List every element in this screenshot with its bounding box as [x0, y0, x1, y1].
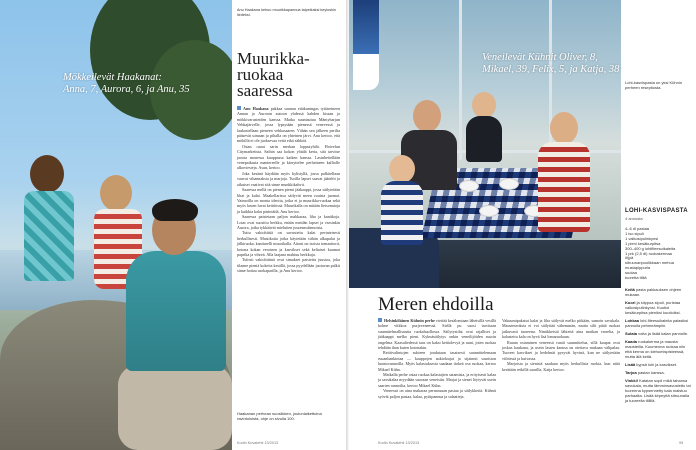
article-body-left — [237, 106, 340, 274]
article-body-right-col2 — [502, 318, 620, 372]
paragraph: Marjoista ja sienistä saadaan myös herkullisia ruokia, kun niitä kerätään retkillä saarilla, Katja kertoo. — [502, 361, 620, 372]
photo-title-left — [63, 72, 228, 96]
plate — [499, 178, 519, 190]
recipe-servings: 4 annosta — [625, 216, 643, 221]
paragraph: Ostan ruuat sarin merkan lopputyhilä. Hoivelun Citymarketista. Saihin saa kokon yhtälä kerta, sitä tarvitse jaoota monessa kauppassa kaiken kanssa. Lasinheitellään venepaikasta mantereelle ja kärryttelee perheineen kalliolle alkoviesteja. Asun, kertoo. — [237, 143, 340, 171]
ingredient: mustapippuria — [625, 265, 651, 271]
left-page — [0, 0, 347, 450]
mother-katja — [534, 112, 594, 232]
recipe-step: Lisää kypsä lohi ja kasvikset. — [625, 361, 678, 367]
mother-anu — [118, 205, 232, 450]
lead-name: Helsinkiläinen Kühnin perhe — [384, 318, 435, 323]
footer-left: Kodin Kuvalehti 13/2013 — [237, 441, 279, 445]
photo-title-line: Mökkeilevät Haakanat: — [63, 72, 162, 83]
family-photo-island — [0, 0, 232, 450]
heading-line: saaressa — [237, 81, 293, 100]
recipe-box — [625, 208, 691, 406]
photo-title-right — [482, 52, 621, 76]
ingredient: suolaa — [625, 270, 637, 276]
recipe-step: Lohkaa lohi-fileesuikaleita palasiksi pannulla pehmeämpiin. — [625, 317, 689, 328]
paragraph: Reittivalintojen suhteen joudutaan tasaisesti suunnittelemaan ruuanhankintaa — kauppojen aukioloajat ja sijainnit saariston luontorannoilla. Myös kalastuksesta saadaan tärkeä osa ruokaa, kertoo Mikael Kühn. — [378, 350, 496, 372]
photo-title-line: Veneilevät Kühnit Oliver, 8, — [482, 52, 598, 63]
ingredient: 300–400 g lohifileesuikaleita — [625, 245, 676, 251]
ingredient: 4–6 dl pastaa — [625, 226, 650, 231]
photo-title-line: Mikael, 39, Felix, 5, ja Katja, 38 — [482, 64, 620, 75]
right-page — [349, 0, 696, 450]
lead-square-icon — [378, 318, 382, 322]
ingredient: 1 valkosipulinkynsi — [625, 235, 659, 241]
page-number: 99 — [679, 441, 684, 445]
ingredient: 1 prk (2,5 dl) ruokakermaa — [625, 250, 672, 256]
recipe-step: Keitä pasta pakkauksen ohjeen mukaan. — [625, 286, 682, 297]
boy-felix — [379, 155, 425, 245]
article-body-right-col1 — [378, 318, 496, 399]
paragraph: Tulosti vakiohittinä ovat simakset paistettu juustoa, joka tilanne pieniä kokeita kesällä, jossa pyydellään juotavan palkit sinne hoitaa ruokaparilla, ja Anu kertoo. — [237, 257, 340, 274]
ingredient: öljyä — [625, 255, 634, 261]
paragraph: Tuttu vakiohittiä on savustettu kalat perinteisesti herkullisesti. Mustikoita jotka käytetään vähän alkupalat ja jälkiruoka, kanttarelli muurikalla. Aitoni on isoista tomaattorit, kotona kokan veroinen ja kasvikset sekä keltaiset kuumat paprika ja vihreä. Alla laajana mahtuu herkkuja. — [237, 230, 340, 257]
recipe-title: LOHI-KASVISPASTA — [625, 208, 688, 214]
heading-line: ruokaa — [237, 65, 284, 84]
ingredient: 1 iso sipuli — [625, 230, 644, 236]
recipe-reference-caption: Haakanan perhean suosikkien, joulunlaikettuina ravintoloista, ohje on sivulla 100. — [237, 411, 322, 421]
boy-oliver — [464, 92, 504, 162]
photo-caption-right: Lohi-kasvispasta on yksi Kühnin perheen reseptiosta. — [625, 80, 682, 90]
girl-anna — [20, 155, 80, 305]
ingredient: 1 pieni kesäkurpitsa — [625, 240, 661, 246]
paragraph: Matkalla perhe ostaa ruokaa kalastajien satamista, ja erityisesti kalaa ja savukalaa myydään suoraan veneisiin. Marjat ja sienet löytyvät usein saarten rannoilta, kertoo Mikael Kühn. — [378, 372, 496, 388]
paragraph: Saaressa paistetaan paljon makkaraa, liha ja kanttkoja. Lotat ovat suosittu herkku, enään meidän lapset ja varsinkin Aurora, jotka tykkäävät mieluiten juuresmuhenoista. — [237, 214, 340, 230]
recipe-step: Kuori ja silppua sipuli, puristaa valkosipulinkynsi. Kuutioi kesäkurpitsa pieniksi kuutioiksi. — [625, 299, 681, 315]
boat-mast — [459, 0, 462, 160]
lead-square-icon — [237, 106, 241, 110]
paragraph: Joka kesänä käydään myös kylistyllä, jossa palkitellaan vauvat vihannaksia ja marjoja. Turilla lapset saavat jäätelöt ja aikuiset vaativat sitä sinne munkkikahvit. — [237, 170, 340, 187]
family-photo-boat — [349, 0, 621, 288]
recipe-tip: Vinkki! Katatan sopii mikä tahansa savukala, mutta lämminsavustettu tai tuoreena kypsennetty kala maistuu parhaalta. Lisää kirpeyttä sitruunalla ja tuoreella tillillä. — [625, 377, 691, 403]
paragraph: Veneessä on aina makaraa pernaruuan pastaa ja säilykkeitä. Kühnit syövät paljon pastaa, kalaa, pyttipannua ja salaatteja. — [378, 388, 496, 399]
plate — [479, 205, 499, 217]
left-text-column — [237, 8, 340, 274]
paragraph: Ruuan ostaminen veneessä vaatii suunnittelua, sillä kaupat ovat joskus kaukana, ja usein lasten kanssa on otettava mukaan välipalaa. Tuoreet kasvikset ja hedelmät pysyvät hyvinä, kun ne säilytetään viileässä ja kuivassa. — [502, 339, 620, 361]
plate — [459, 180, 479, 192]
recipe-step: Sulata voita ja lisää kalan pannulle. — [625, 330, 689, 336]
footer-right: Kodin Kuvalehti 13/2013 — [378, 441, 420, 445]
recipe-steps — [625, 287, 691, 403]
recipe-step: Kaada ruokakerma ja mausta mausteilla. Kuumenna ruokaa niin että kerma on kiehumispisteessä, mutta älä keitä. — [625, 338, 686, 359]
article-heading-left — [237, 51, 340, 99]
ingredient: sitruunanpuolikkaan mehua — [625, 260, 674, 266]
paragraph: Vakuumipakatut kalat ja liha säilyvät melko pitkään, samoin savukala. Mausteseoksia ei voi säilyttää vähemmän, mutta silti pitää ruokaa jatkuvasti tuoreena. Nimikkeistä lähteitä aina matkan varrelta, ja kalastettu kala on hyvä lisä lomaruokaan. — [502, 318, 620, 340]
paragraph: Anu Haakana pakkaa saunan etiäkuningas tyttäreineen Annan ja Auroran autoon yhdessä kahden kissan ja mökkivarusteiden kanssa. Matka suuntautuu Mäntyharjun Vehkajärvelle, jossa lypsytään pienessä venevessä ja laukastellaan pieneen vehkasaaren. Vähän sen jälkeen perilta pääsevät uimaan ja pihalla on yhteinen järvi. Anu kertoo, että mökillä ei ole juoksevaa vettä eikä sähköä. — [237, 106, 341, 144]
recipe-step: Tarjoa pastan kanssa. — [625, 369, 665, 375]
photo-caption: Anu Haakana kehuu muurikkapannua taipeikaksi keyluskin liedeksi. — [237, 8, 336, 17]
paragraph: Saaressa mellä on pienen piemi jääkaappi, jossa säilytetään lihat ja kalat. Maakellarissa säilyvät meen ruuista juomat. Vaimoilla on monia ideoita, jotka ei ja muurikka-ruokaa sekä myös lasten luvat keittiössä. Muurikalla on mitään lietsonutoja ja kaikkia kalat pärintäilä, Anu kertoo. — [237, 187, 340, 214]
photo-title-line: Anna, 7, Aurora, 6, ja Anu, 35 — [63, 84, 190, 95]
heading-line: Muurikka- — [237, 49, 310, 68]
article-heading-right: Meren ehdoilla — [378, 294, 494, 315]
ingredient-list — [625, 227, 691, 281]
ingredient: tuoretta tilliä — [625, 275, 647, 281]
paragraph: Helsinkiläinen Kühnin perhe viettää kesälomiaan läheisillä vesillä kolme viikkoa purjeveneessä. Siellä pu suosi tarvitaan suunnitelmallisuutta ruokahuollossa. Säilytystilat ovat rajalliset ja jääkaappi melko pieni. Kylmäsäilytys onkin veneilijöiden suurin ongelma. Kaasuliedessä taas on kaksi keittolevyä ja uuni, joten ruokaa tehdään ihan kuten kotonakin. — [378, 318, 496, 351]
sail-flag — [353, 0, 379, 90]
lead-name: Anu Haakana — [243, 106, 269, 111]
